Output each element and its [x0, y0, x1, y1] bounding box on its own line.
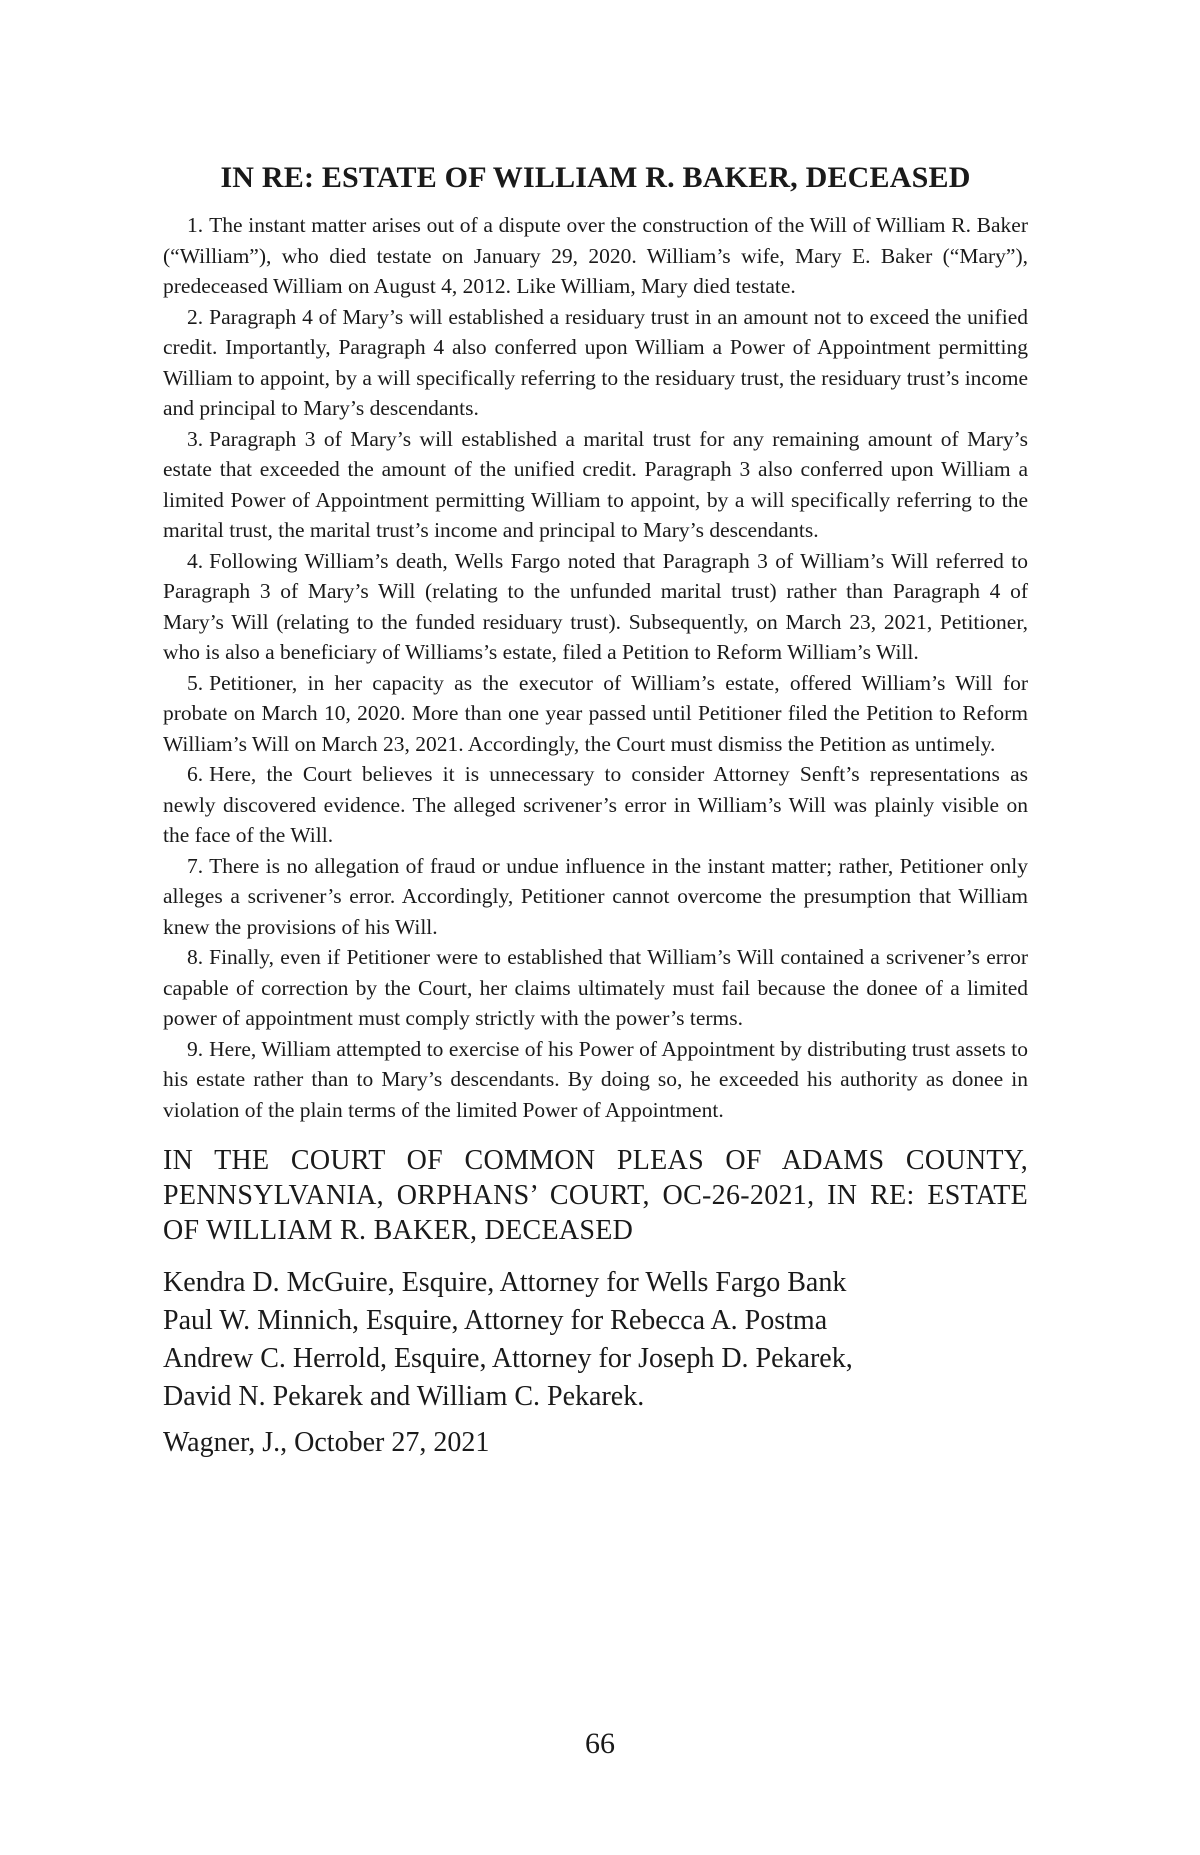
headnote	[163, 942, 1028, 1034]
headnote	[163, 210, 1028, 302]
headnote-number: 3.	[187, 426, 204, 451]
document-page	[163, 160, 1028, 1462]
headnote	[163, 424, 1028, 546]
headnote-text: Here, William attempted to exercise of his Power of Appointment by distributing trust assets to his estate rather than to Mary’s descendants. By doing so, he exceeded his authority as donee in violation of the plain terms of the limited Power of Appointment.	[163, 1036, 1028, 1122]
headnote-text: Paragraph 4 of Mary’s will established a residuary trust in an amount not to exceed the unified credit. Importantly, Paragraph 4 also conferred upon William a Power of Appointment permitting William to appoint, by a will specifically referring to the residuary trust, the residuary trust’s income and principal to Mary’s descendants.	[163, 304, 1028, 420]
attorney-line: Paul W. Minnich, Esquire, Attorney for Rebecca A. Postma	[163, 1305, 828, 1336]
headnote-text: Petitioner, in her capacity as the executor of William’s estate, offered William’s Will for probate on March 10, 2020. More than one year passed until Petitioner filed the Petition to Reform William’s Will on March 23, 2021. Accordingly, the Court must dismiss the Petition as untimely.	[163, 670, 1028, 756]
headnote	[163, 302, 1028, 424]
headnote-text: Finally, even if Petitioner were to established that William’s Will contained a scrivener’s error capable of correction by the Court, her claims ultimately must fail because the donee of a limited power of appointment must comply strictly with the power’s terms.	[163, 945, 1028, 1030]
headnote-number: 7.	[187, 853, 204, 878]
court-caption: IN THE COURT OF COMMON PLEAS OF ADAMS COUNTY, PENNSYLVANIA, ORPHANS’ COURT, OC-26-2021, IN RE: ESTATE OF WILLIAM R. BAKER, DECEASED	[163, 1145, 1028, 1246]
headnote-number: 6.	[187, 762, 204, 786]
headnote-text: The instant matter arises out of a dispute over the construction of the Will of William R. Baker (“William”), who died testate on January 29, 2020. William’s wife, Mary E. Baker (“Mary”), predeceased William on August 4, 2012. Like William, Mary died testate.	[163, 213, 1028, 298]
headnote-number: 1.	[187, 213, 204, 237]
headnote-text: Paragraph 3 of Mary’s will established a marital trust for any remaining amount of Mary’s estate that exceeded the amount of the unified credit. Paragraph 3 also conferred upon William a limited Power of Appointment permitting William to appoint, by a will specifically referring to the marital trust, the marital trust’s income and principal to Mary’s descendants.	[163, 426, 1028, 542]
headnote	[163, 668, 1028, 760]
headnote	[163, 546, 1028, 668]
headnote	[163, 759, 1028, 851]
headnote	[163, 851, 1028, 943]
headnotes-list	[163, 210, 1028, 1125]
headnote-number: 4.	[187, 548, 204, 573]
attorney-line: Kendra D. McGuire, Esquire, Attorney for Wells Fargo Bank	[163, 1267, 847, 1298]
headnote-text: There is no allegation of fraud or undue influence in the instant matter; rather, Petitioner only alleges a scrivener’s error. Accordingly, Petitioner cannot overcome the presumption that William knew the provisions of his Will.	[163, 853, 1028, 939]
attorney-line: Andrew C. Herrold, Esquire, Attorney for Joseph D. Pekarek,	[163, 1343, 853, 1374]
headnote-number: 9.	[187, 1036, 204, 1061]
case-title: IN RE: ESTATE OF WILLIAM R. BAKER, DECEASED	[220, 161, 971, 194]
attorney-line: David N. Pekarek and William C. Pekarek.	[163, 1381, 645, 1412]
headnote-number: 8.	[187, 945, 204, 969]
headnote-number: 5.	[187, 670, 204, 695]
headnote-text: Following William’s death, Wells Fargo noted that Paragraph 3 of William’s Will referred to Paragraph 3 of Mary’s Will (relating to the unfunded marital trust) rather than Paragraph 4 of Mary’s Will (relating to the funded residuary trust). Subsequently, on March 23, 2021, Petitioner, who is also a beneficiary of Williams’s estate, filed a Petition to Reform William’s Will.	[163, 548, 1028, 664]
headnote-number: 2.	[187, 304, 204, 329]
page-number: 66	[585, 1727, 615, 1760]
attorneys-block	[163, 1264, 1028, 1416]
judge-line: Wagner, J., October 27, 2021	[163, 1427, 490, 1458]
headnote-text: Here, the Court believes it is unnecessary to consider Attorney Senft’s representations as newly discovered evidence. The alleged scrivener’s error in William’s Will was plainly visible on the face of the Will.	[163, 762, 1028, 847]
headnote	[163, 1034, 1028, 1126]
